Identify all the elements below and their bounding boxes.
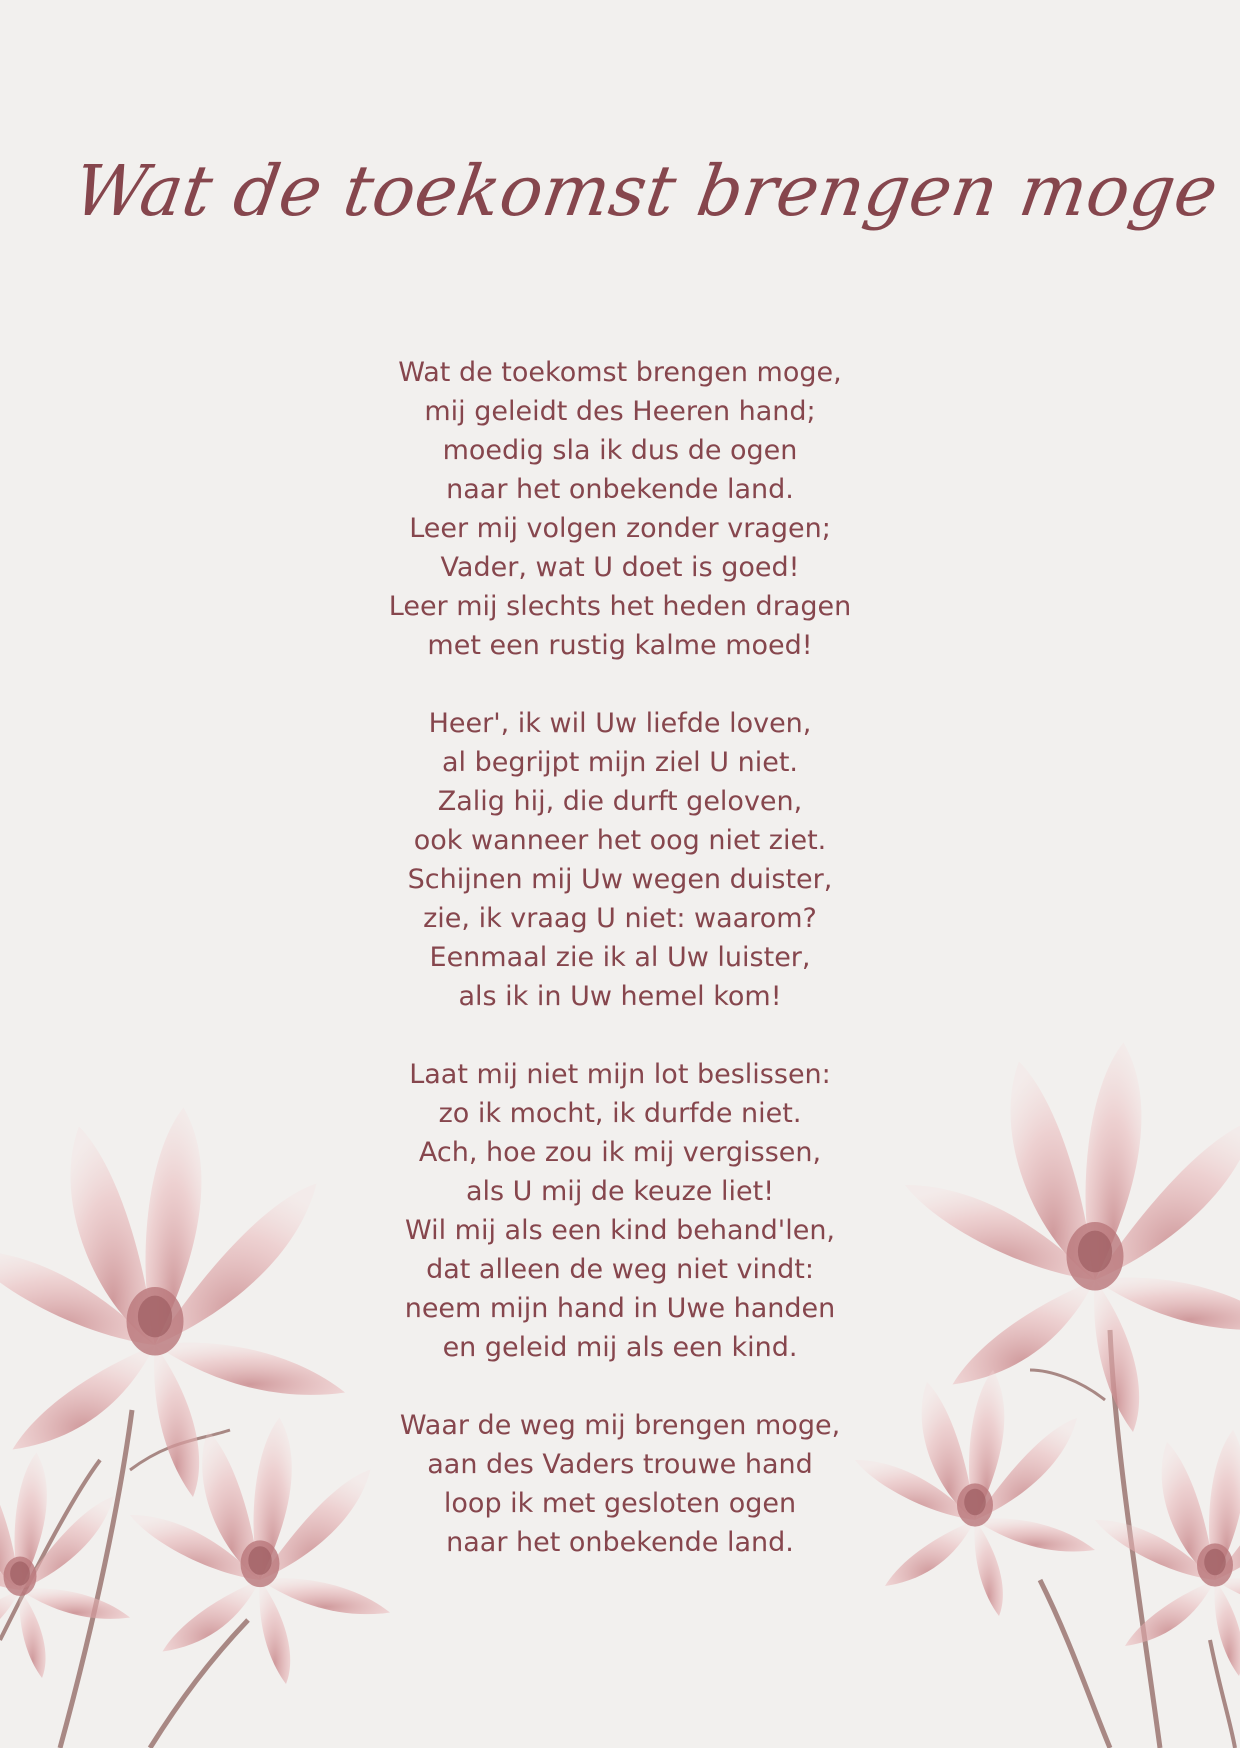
poem-line: als U mij de keuze liet! [465,1176,775,1207]
stanza-3 [0,1055,1240,1367]
poem-line: en geleid mij als een kind. [442,1332,798,1363]
poem-line: zo ik mocht, ik durfde niet. [438,1098,802,1129]
poem-line: Leer mij volgen zonder vragen; [409,513,831,544]
poem-line: Eenmaal zie ik al Uw luister, [429,942,811,973]
poem-line: mij geleidt des Heeren hand; [424,396,816,427]
poem-line: Heer', ik wil Uw liefde loven, [428,708,812,739]
poem-line: Leer mij slechts het heden dragen [388,591,852,622]
poem-body [0,353,1240,1601]
poem-line: aan des Vaders trouwe hand [427,1449,813,1480]
poem-line: neem mijn hand in Uwe handen [404,1293,836,1324]
poem-line: Wil mij als een kind behand'len, [404,1215,836,1246]
poem-line: ook wanneer het oog niet ziet. [413,825,827,856]
stanza-1 [0,353,1240,665]
poem-line: zie, ik vraag U niet: waarom? [423,903,817,934]
poem-title: Wat de toekomst brengen moge [68,150,1224,232]
stanza-2 [0,704,1240,1016]
poem-line: Schijnen mij Uw wegen duister, [407,864,833,895]
poem-line: dat alleen de weg niet vindt: [426,1254,814,1285]
poem-line: met een rustig kalme moed! [427,630,813,661]
poem-line: Vader, wat U doet is goed! [440,552,800,583]
poem-line: Laat mij niet mijn lot beslissen: [409,1059,831,1090]
poem-line: naar het onbekende land. [446,474,794,505]
poem-line: Ach, hoe zou ik mij vergissen, [418,1137,822,1168]
poem-line: loop ik met gesloten ogen [443,1488,797,1519]
poem-line: als ik in Uw hemel kom! [458,981,782,1012]
stanza-4 [0,1406,1240,1562]
poem-line: Wat de toekomst brengen moge, [398,357,842,388]
poem-line: moedig sla ik dus de ogen [442,435,798,466]
poem-line: naar het onbekende land. [446,1527,794,1558]
poem-line: al begrijpt mijn ziel U niet. [441,747,799,778]
poem-line: Zalig hij, die durft geloven, [437,786,803,817]
poem-line: Waar de weg mij brengen moge, [399,1410,841,1441]
